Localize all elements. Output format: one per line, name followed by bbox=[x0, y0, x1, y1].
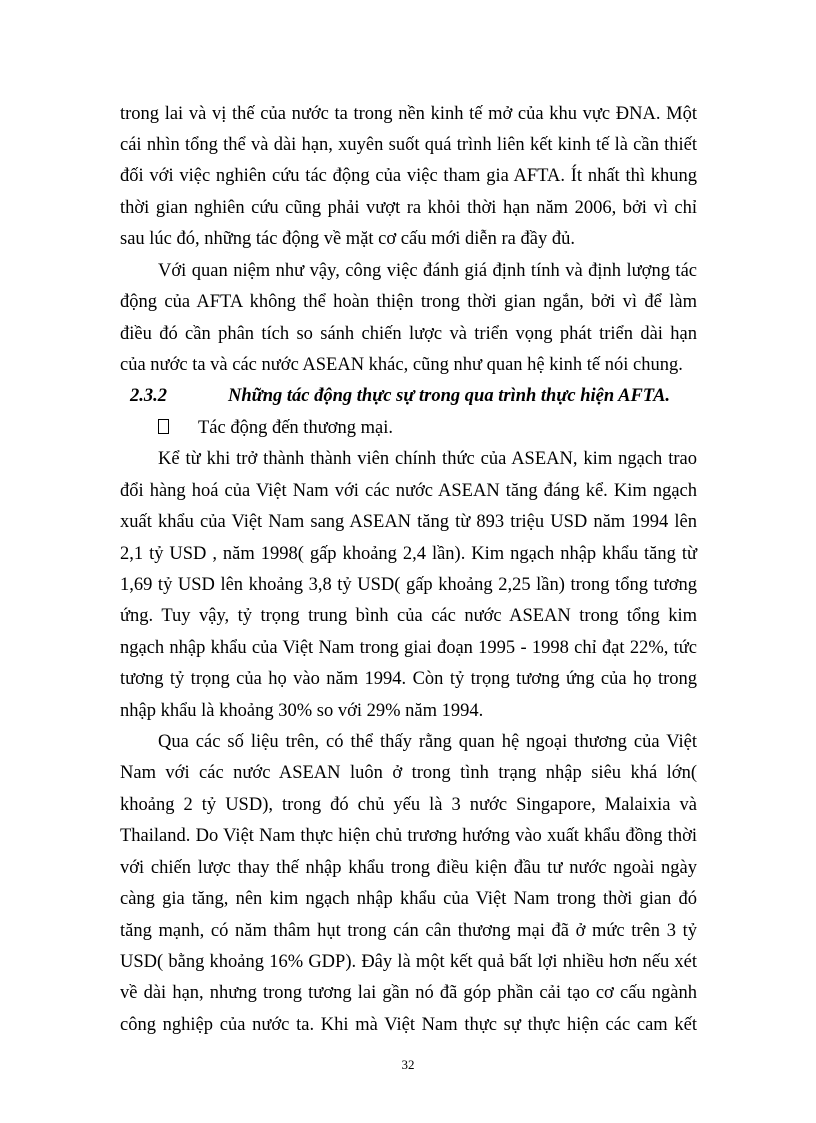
text-line: 2,1 tỷ USD , năm 1998( gấp khoảng 2,4 lần). Kim ngạch nhập khẩu tăng từ bbox=[120, 544, 697, 564]
text-line: với chiến lược thay thế nhập khẩu trong điều kiện đầu tư nước ngoài ngày bbox=[120, 858, 697, 878]
text-line: tăng mạnh, có năm thâm hụt trong cán cân thương mại đã ở mức trên 3 tỷ bbox=[120, 921, 697, 941]
page-number: 32 bbox=[401, 1057, 415, 1072]
text-line: của nước ta và các nước ASEAN khác, cũng như quan hệ kinh tế nói chung. bbox=[120, 355, 683, 375]
bullet-box-icon bbox=[158, 419, 169, 434]
text-line: Qua các số liệu trên, có thể thấy rằng quan hệ ngoại thương của Việt bbox=[158, 732, 697, 752]
text-line: 1,69 tỷ USD lên khoảng 3,8 tỷ USD( gấp khoảng 2,25 lần) trong tổng tương bbox=[120, 575, 697, 595]
text-line: thời gian nghiên cứu cũng phải vượt ra khỏi thời hạn năm 2006, bởi vì chỉ bbox=[120, 198, 697, 218]
bullet-text: Tác động đến thương mại. bbox=[198, 418, 393, 438]
text-line: nhập khẩu là khoảng 30% so với 29% năm 1994. bbox=[120, 701, 484, 721]
text-line: sau lúc đó, những tác động về mặt cơ cấu mới diễn ra đầy đủ. bbox=[120, 229, 575, 249]
text-line: động của AFTA không thể hoàn thiện trong thời gian ngắn, bởi vì để làm bbox=[120, 292, 697, 312]
text-line: Nam với các nước ASEAN luôn ở trong tình trạng nhập siêu khá lớn( bbox=[120, 763, 697, 783]
text-line: điều đó cần phân tích so sánh chiến lược và triển vọng phát triển dài hạn bbox=[120, 324, 697, 344]
text-line: đối với việc nghiên cứu tác động của việc tham gia AFTA. Ít nhất thì khung bbox=[120, 166, 697, 186]
text-line: USD( bằng khoảng 16% GDP). Đây là một kết quả bất lợi nhiều hơn nếu xét bbox=[120, 952, 697, 972]
text-line: trong lai và vị thế của nước ta trong nền kinh tế mở của khu vực ĐNA. Một bbox=[120, 104, 697, 124]
bullet-item bbox=[158, 413, 393, 443]
text-line: Với quan niệm như vậy, công việc đánh giá định tính và định lượng tác bbox=[158, 261, 697, 281]
text-line: cái nhìn tổng thể và dài hạn, xuyên suốt quá trình liên kết kinh tế là cần thiết bbox=[120, 135, 697, 155]
text-line: công nghiệp của nước ta. Khi mà Việt Nam thực sự thực hiện các cam kết bbox=[120, 1015, 697, 1035]
text-line: khoảng 2 tỷ USD), trong đó chủ yếu là 3 nước Singapore, Malaixia và bbox=[120, 795, 697, 815]
text-line: xuất khẩu của Việt Nam sang ASEAN tăng từ 893 triệu USD năm 1994 lên bbox=[120, 512, 697, 532]
text-line: về dài hạn, nhưng trong tương lai gần nó đã góp phần cải tạo cơ cấu ngành bbox=[120, 983, 697, 1003]
section-heading bbox=[130, 381, 697, 411]
text-line: tương tỷ trọng của họ vào năm 1994. Còn tỷ trọng tương ứng của họ trong bbox=[120, 669, 697, 689]
text-line: càng gia tăng, nên kim ngạch nhập khẩu của Việt Nam trong thời gian đó bbox=[120, 889, 697, 909]
text-line: ngạch nhập khẩu của Việt Nam trong giai đoạn 1995 - 1998 chỉ đạt 22%, tức bbox=[120, 638, 697, 658]
text-line: Kể từ khi trở thành thành viên chính thức của ASEAN, kim ngạch trao bbox=[158, 449, 697, 469]
section-title: Những tác động thực sự trong qua trình thực hiện AFTA. bbox=[228, 386, 671, 406]
text-line: đổi hàng hoá của Việt Nam với các nước ASEAN tăng đáng kể. Kim ngạch bbox=[120, 481, 697, 501]
text-line: Thailand. Do Việt Nam thực hiện chủ trương hướng vào xuất khẩu đồng thời bbox=[120, 826, 697, 846]
text-line: ứng. Tuy vậy, tỷ trọng trung bình của các nước ASEAN trong tổng kim bbox=[120, 606, 697, 626]
section-number: 2.3.2 bbox=[130, 386, 167, 406]
